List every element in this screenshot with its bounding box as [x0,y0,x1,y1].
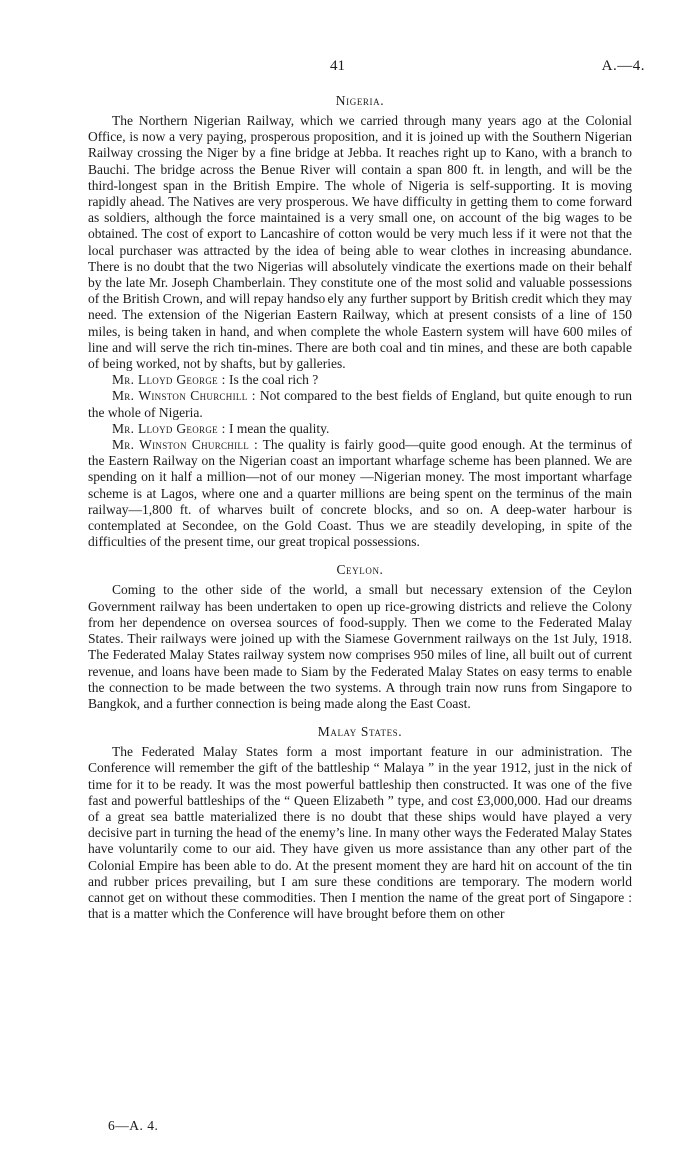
speaker-name: Mr. Winston Churchill : [112,437,259,453]
section-heading-malay-states: Malay States. [317,724,403,740]
page-number: 41 [330,58,345,74]
section-spacer [88,712,632,723]
section-heading-ceylon: Ceylon. [336,562,384,578]
dialogue-line [88,372,632,388]
speaker-name: Mr. Lloyd George : [112,372,226,388]
speech-text: Is the coal rich ? [229,372,319,388]
speaker-name: Mr. Lloyd George : [112,420,226,436]
speech-text: Not compared to the best fields of England, but quite enough to run the whole of Nigeria. [88,388,633,420]
paragraph-ceylon: Coming to the other side of the world, a small but necessary extension of the Ceylon Government railway has been undertaken to open up rice-growing districts and relieve the Colony from her dependence on oversea sources of food-supply. Then we come to the Federated Malay States. Their railways were joined up with the Siamese Government railways on the 1st July, 1918. The Federated Malay States railway system now comprises 950 miles of line, all built out of current revenue, and loans have been made to Siam by the Federated Malay States on easy terms to enable the connection to be made between the two systems. A through train now runs from Singapore to Bangkok, and a further connection is being made along the East Coast. [88,582,632,711]
paragraph-nigeria: The Northern Nigerian Railway, which we carried through many years ago at the Colonial Office, is now a very paying, prosperous proposition, and it is joined up with the Southern Nigerian Railway crossing the Niger by a fine bridge at Jebba. It reaches right up to Kano, with a branch to Bauchi. The bridge across the Benue River will contain a span 800 ft. in length, and will be the third-longest span in the British Empire. The whole of Nigeria is self-supporting. It is moving rapidly ahead. The Natives are very prosperous. We have difficulty in getting them to come forward as soldiers, although the force maintained is a very small one, on account of the big wages to be obtained. The cost of export to Lancashire of cotton would be very much less if it were not that the local purchaser was attracted by the idea of being able to wear clothes in increasing abundance. There is no doubt that the two Nigerias will absolutely vindicate the exertions made on their behalf by the late Mr. Joseph Chamberlain. They constitute one of the most solid and valuable possessions of the British Crown, and will repay handso ely any further support by British credit which they may need. The extension of the Nigerian Eastern Railway, which at present consists of a line of 150 miles, is being taken in hand, and when complete the whole Eastern system will have 600 miles of line and will serve the rich tin-mines. There are both coal and tin mines, and these are both capable of being worked, not by shafts, but by galleries. [88,113,632,372]
dialogue-line [88,437,632,550]
dialogue-line [88,421,632,437]
page-header [0,58,700,78]
document-reference: A.—4. [601,58,645,74]
page-footer-signature: 6—A. 4. [108,1118,159,1133]
section-heading-nigeria: Nigeria. [335,93,385,108]
speech-text: I mean the quality. [229,420,330,436]
section-spacer [88,550,632,561]
dialogue-line [88,388,632,420]
speech-text: The quality is fairly good—quite good enough. At the terminus of the Eastern Railway on the Nigerian coast an important wharfage scheme has been planned. We are spending on it half a million—not of our money —Nigerian money. The most important wharfage scheme is at Lagos, where one and a quarter millions are being spent on the terminus of the main railway—1,800 ft. of wharves built of concrete blocks, and so on. A deep-water harbour is contemplated at Secondee, on the Gold Coast. Thus we are steadily developing, in spite of the difficulties of the present time, our great tropical possessions. [88,437,632,550]
speaker-name: Mr. Winston Churchill : [112,388,256,404]
paragraph-malay-states: The Federated Malay States form a most important feature in our administration. The Conference will remember the gift of the battleship “ Malaya ” in the year 1912, just in the nick of time for it to be ready. It was the most powerful battleship then constructed. It was one of the five fast and powerful battleships of the “ Queen Elizabeth ” type, and cost £3,000,000. Had our dreams of a great sea battle materialized there is no doubt that these ships would have played a very decisive part in turning the head of the enemy’s line. In many other ways the Federated Malay States have voluntarily come to our aid. They have given us more assistance than any other part of the Colonial Empire has been able to do. At the present moment they are hard hit on account of the tin and rubber prices prevailing, but I am sure these conditions are temporary. The modern world cannot get on without these commodities. Then I mention the name of the great port of Singapore : that is a matter which the Conference will have brought before them on other [88,744,632,922]
page-body [88,92,632,922]
